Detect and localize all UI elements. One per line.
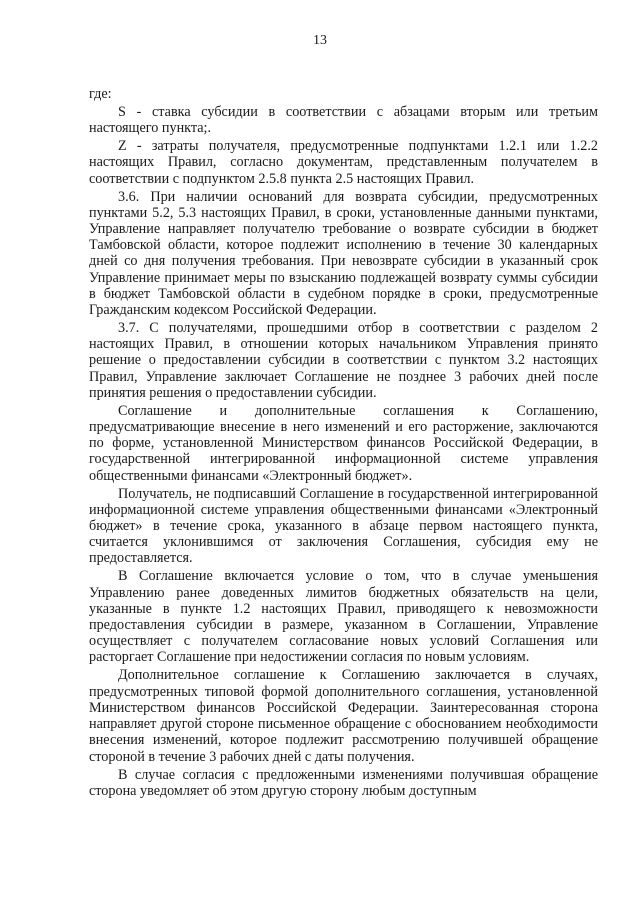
page-number: 13	[313, 33, 327, 48]
paragraph: Соглашение и дополнительные соглашения к Соглашению, предусматривающие внесение в него изменений и его расторжение, заключаются по форме, установленной Министерством финансов Российской Федерации, в государственной интегрированной информационной системе управления общественными финансами «Электронный бюджет».	[89, 402, 598, 484]
paragraph: Получатель, не подписавший Соглашение в государственной интегрированной информационной системе управления общественными финансами «Электронный бюджет» в течение срока, указанного в абзаце первом настоящего пункта, считается уклонившимся от заключения Соглашения, субсидия ему не предоставляется.	[89, 485, 598, 567]
paragraph: 3.7. С получателями, прошедшими отбор в соответствии с разделом 2 настоящих Правил, в отношении которых начальником Управления принято решение о предоставлении субсидии в соответствии с пунктом 3.2 настоящих Правил, Управление заключает Соглашение не позднее 3 рабочих дней после принятия решения о предоставлении субсидии.	[89, 320, 598, 401]
paragraph: В Соглашение включается условие о том, что в случае уменьшения Управлению ранее доведенных лимитов бюджетных обязательств на цели, указанные в пункте 1.2 настоящих Правил, приводящего к невозможности предоставления субсидии в размере, указанном в Соглашении, Управление осуществляет с получателем согласование новых условий Соглашения или расторгает Соглашение при недостижении согласия по новым условиям.	[89, 568, 598, 666]
paragraph: В случае согласия с предложенными изменениями получившая обращение сторона уведомляет об этом другую сторону любым доступным	[89, 766, 598, 799]
paragraph: 3.6. При наличии оснований для возврата субсидии, предусмотренных пунктами 5.2, 5.3 настоящих Правил, в сроки, установленные данными пунктами, Управление направляет получателю требование о возврате субсидии в бюджет Тамбовской области, которое подлежит исполнению в течение 30 календарных дней со дня получения требования. При невозврате субсидии в указанный срок Управление принимает меры по взысканию подлежащей возврату суммы субсидии в бюджет Тамбовской области в судебном порядке в сроки, предусмотренные Гражданским кодексом Российской Федерации.	[89, 188, 598, 319]
paragraph: Дополнительное соглашение к Соглашению заключается в случаях, предусмотренных типовой формой дополнительного соглашения, установленной Министерством финансов Российской Федерации. Заинтересованная сторона направляет другой стороне письменное обращение с обоснованием необходимости внесения изменений, которое подлежит рассмотрению получившей обращение стороной в течение 3 рабочих дней с даты получения.	[89, 667, 598, 765]
paragraph: Z - затраты получателя, предусмотренные подпунктами 1.2.1 или 1.2.2 настоящих Правил, согласно документам, представленным получателем в соответствии с подпунктом 2.5.8 пункта 2.5 настоящих Правил.	[89, 138, 598, 187]
paragraph: где:	[89, 86, 112, 102]
body-text	[89, 86, 598, 801]
paragraph: S - ставка субсидии в соответствии с абзацами вторым или третьим настоящего пункта;.	[89, 104, 598, 137]
